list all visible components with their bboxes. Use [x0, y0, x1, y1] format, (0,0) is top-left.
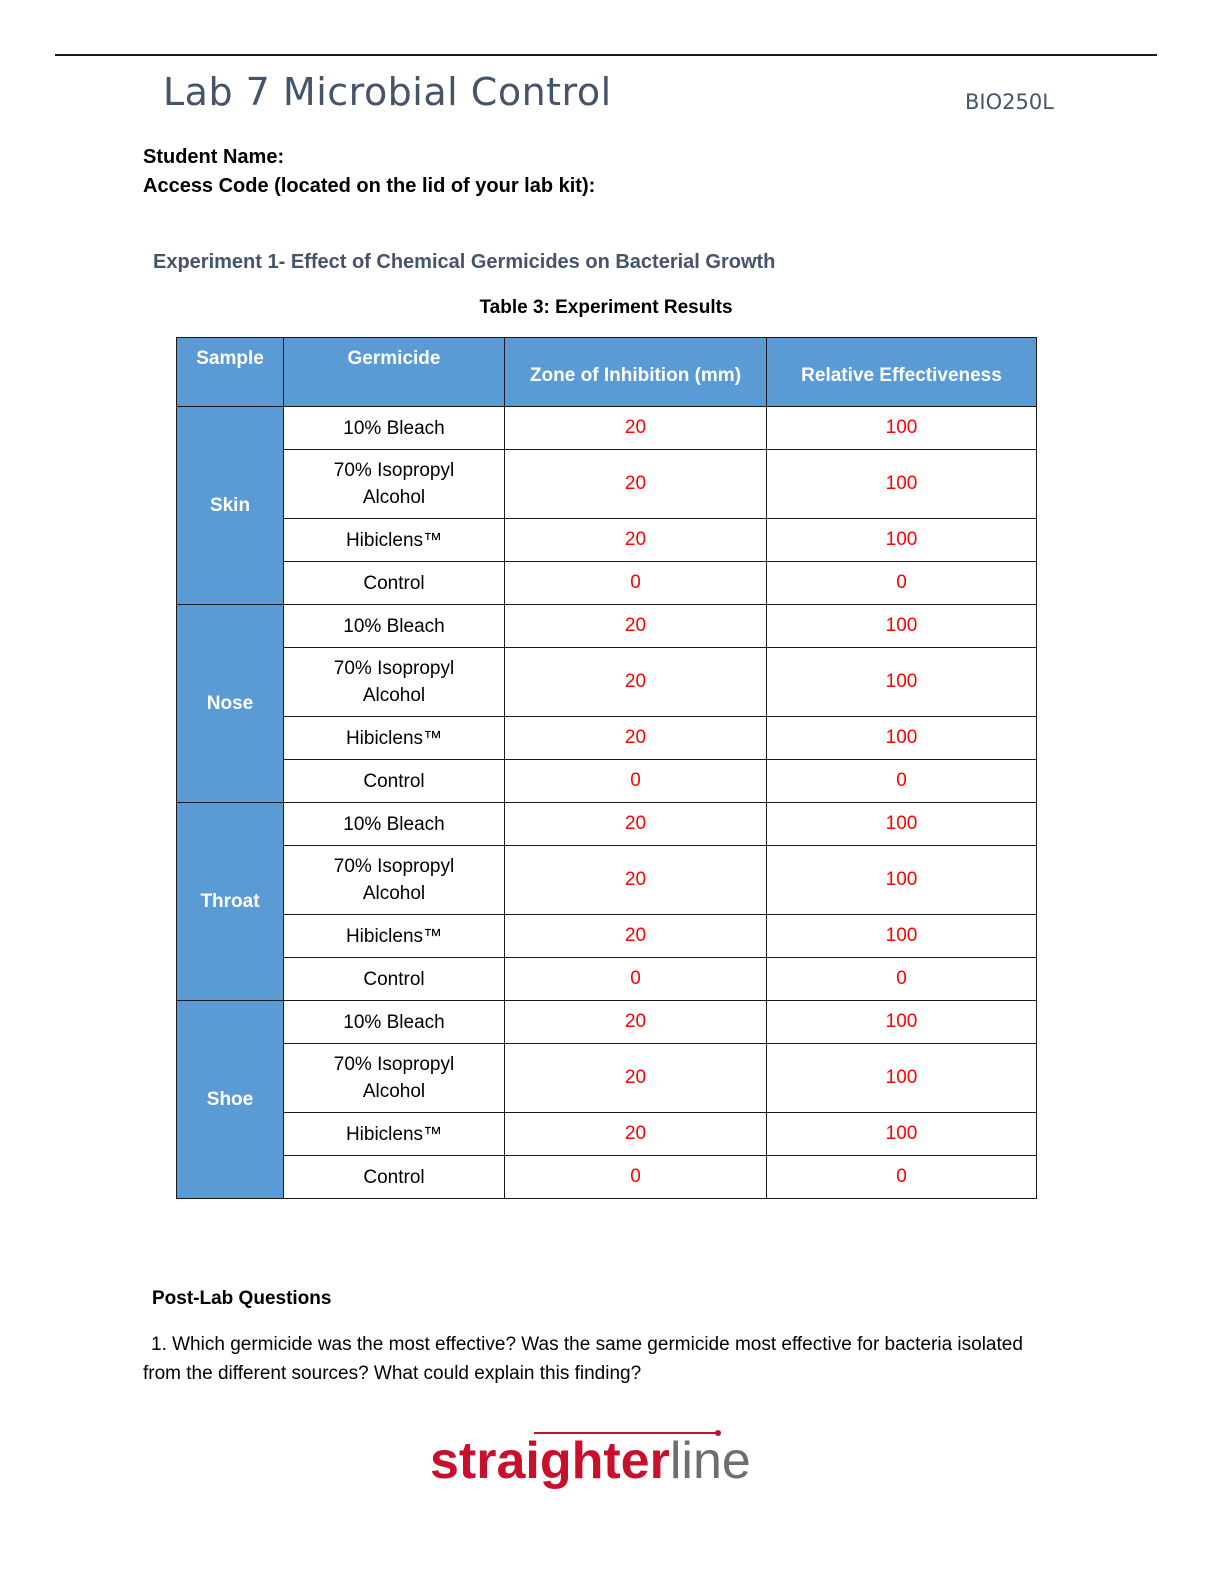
effectiveness-cell: 100: [767, 915, 1037, 958]
zone-cell: 20: [505, 846, 767, 915]
germicide-cell: 10% Bleach: [284, 407, 505, 450]
logo-word: [430, 1432, 751, 1490]
germicide-cell: 10% Bleach: [284, 803, 505, 846]
germicide-cell: Control: [284, 760, 505, 803]
experiment-heading: Experiment 1- Effect of Chemical Germicides on Bacterial Growth: [153, 251, 776, 273]
table-row: [177, 562, 1037, 605]
germicide-cell: 70% Isopropyl Alcohol: [284, 450, 505, 519]
sample-cell: Skin: [177, 407, 284, 605]
germicide-cell: Control: [284, 1156, 505, 1199]
table-row: [177, 450, 1037, 519]
effectiveness-cell: 100: [767, 1001, 1037, 1044]
logo-word-light: line: [669, 1432, 751, 1490]
sample-cell: Nose: [177, 605, 284, 803]
germicide-cell: 10% Bleach: [284, 605, 505, 648]
germicide-cell: 70% Isopropyl Alcohol: [284, 648, 505, 717]
zone-cell: 20: [505, 717, 767, 760]
zone-cell: 0: [505, 760, 767, 803]
germicide-cell: Control: [284, 562, 505, 605]
effectiveness-cell: 100: [767, 717, 1037, 760]
effectiveness-cell: 100: [767, 648, 1037, 717]
zone-cell: 0: [505, 1156, 767, 1199]
table-row: [177, 760, 1037, 803]
table-caption: Table 3: Experiment Results: [479, 297, 733, 318]
germicide-cell: 70% Isopropyl Alcohol: [284, 1044, 505, 1113]
germicide-cell: Control: [284, 958, 505, 1001]
germicide-cell: 10% Bleach: [284, 1001, 505, 1044]
course-code: BIO250L: [965, 90, 1054, 114]
zone-cell: 20: [505, 915, 767, 958]
zone-cell: 0: [505, 562, 767, 605]
effectiveness-cell: 100: [767, 450, 1037, 519]
table-row: [177, 519, 1037, 562]
zone-cell: 20: [505, 1001, 767, 1044]
table-row: [177, 1001, 1037, 1044]
effectiveness-cell: 100: [767, 407, 1037, 450]
germicide-cell: Hibiclens™: [284, 717, 505, 760]
effectiveness-cell: 100: [767, 605, 1037, 648]
column-header-sample: Sample: [177, 338, 284, 407]
table-row: [177, 648, 1037, 717]
logo-word-bold: straighter: [430, 1432, 670, 1490]
zone-cell: 20: [505, 803, 767, 846]
zone-cell: 20: [505, 648, 767, 717]
effectiveness-cell: 100: [767, 846, 1037, 915]
access-code-label: Access Code (located on the lid of your lab kit):: [143, 175, 596, 197]
table-row: [177, 846, 1037, 915]
table-row: [177, 958, 1037, 1001]
column-header-effectiveness: Relative Effectiveness: [767, 338, 1037, 407]
table-row: [177, 1044, 1037, 1113]
effectiveness-cell: 0: [767, 760, 1037, 803]
straighterline-logo: [430, 1428, 790, 1492]
effectiveness-cell: 100: [767, 1113, 1037, 1156]
student-name-label: Student Name:: [143, 146, 285, 168]
sample-cell: Throat: [177, 803, 284, 1001]
table-row: [177, 1156, 1037, 1199]
zone-cell: 20: [505, 1044, 767, 1113]
zone-cell: 20: [505, 519, 767, 562]
column-header-zone: Zone of Inhibition (mm): [505, 338, 767, 407]
column-header-germicide: Germicide: [284, 338, 505, 407]
germicide-cell: Hibiclens™: [284, 519, 505, 562]
effectiveness-cell: 100: [767, 519, 1037, 562]
effectiveness-cell: 0: [767, 562, 1037, 605]
table-row: [177, 605, 1037, 648]
table-row: [177, 915, 1037, 958]
zone-cell: 20: [505, 605, 767, 648]
table-row: [177, 407, 1037, 450]
germicide-cell: Hibiclens™: [284, 915, 505, 958]
effectiveness-cell: 0: [767, 958, 1037, 1001]
post-lab-heading: Post-Lab Questions: [152, 1288, 332, 1309]
table-header-row: [177, 338, 1037, 407]
zone-cell: 20: [505, 407, 767, 450]
zone-cell: 0: [505, 958, 767, 1001]
zone-cell: 20: [505, 1113, 767, 1156]
effectiveness-cell: 100: [767, 1044, 1037, 1113]
zone-cell: 20: [505, 450, 767, 519]
results-body: [177, 407, 1037, 1199]
table-row: [177, 803, 1037, 846]
sample-cell: Shoe: [177, 1001, 284, 1199]
top-rule: [55, 54, 1157, 56]
results-table: [176, 337, 1037, 1199]
question-1: 1. Which germicide was the most effective? Was the same germicide most effective for bacteria isolated from the different sources? What could explain this finding?: [143, 1334, 1023, 1384]
page-title: Lab 7 Microbial Control: [163, 70, 612, 114]
germicide-cell: 70% Isopropyl Alcohol: [284, 846, 505, 915]
effectiveness-cell: 100: [767, 803, 1037, 846]
table-row: [177, 717, 1037, 760]
effectiveness-cell: 0: [767, 1156, 1037, 1199]
table-row: [177, 1113, 1037, 1156]
germicide-cell: Hibiclens™: [284, 1113, 505, 1156]
